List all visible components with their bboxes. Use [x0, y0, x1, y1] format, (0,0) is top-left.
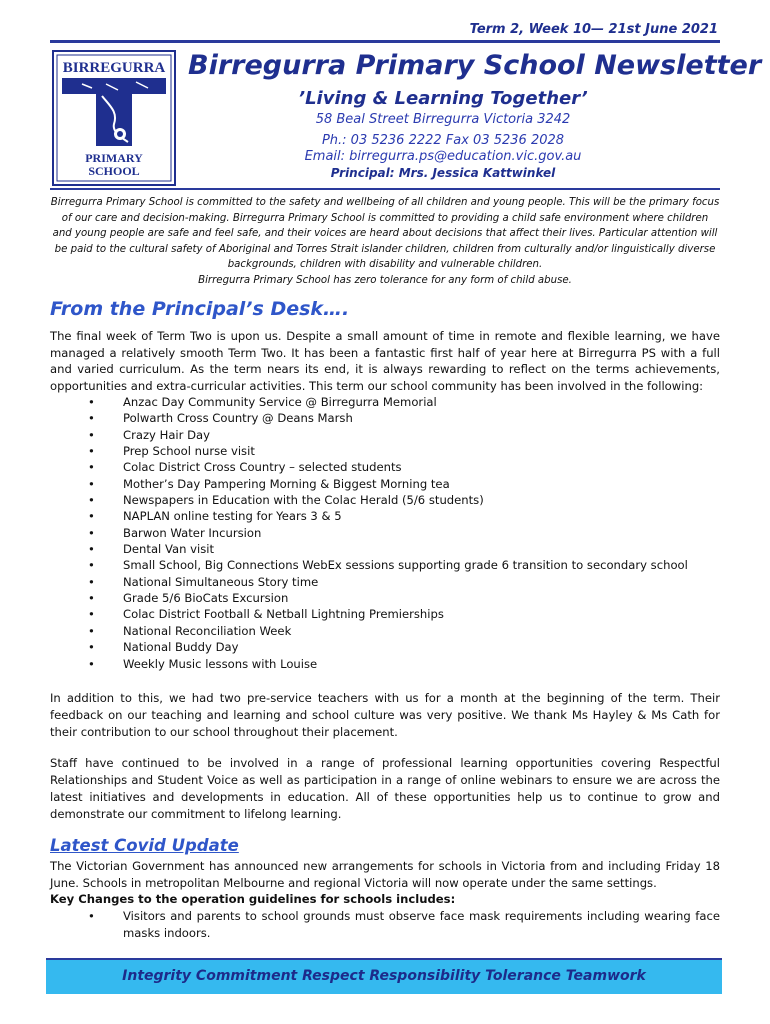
- safety-line: and young people are safe and feel safe, and their voices are heard about decisions that affect their lives. Particular attention will: [52, 228, 718, 240]
- safety-line: Birregurra Primary School has zero tolerance for any form of child abuse.: [198, 274, 572, 286]
- list-item: • Grade 5/6 BioCats Excursion: [50, 590, 720, 606]
- list-item: • National Reconciliation Week: [50, 623, 720, 639]
- school-values-text: Integrity Commitment Respect Responsibility Tolerance Teamwork: [122, 968, 646, 984]
- safety-line: backgrounds, children with disability and vulnerable children.: [227, 259, 543, 271]
- school-motto: ’Living & Learning Together’: [298, 88, 588, 109]
- covid-changes-list: [50, 908, 720, 941]
- safety-line: of our care and decision-making. Birregurra Primary School is committed to providing a child safe environment where children: [61, 212, 709, 224]
- safety-line: be paid to the cultural safety of Aboriginal and Torres Strait islander children, children from culturally and/or linguistically diverse: [54, 243, 716, 255]
- list-item: • National Buddy Day: [50, 639, 720, 655]
- logo-top-text: BIRREGURRA: [62, 60, 166, 76]
- list-item: • Small School, Big Connections WebEx sessions supporting grade 6 transition to secondary school: [50, 557, 720, 573]
- safety-line: Birregurra Primary School is committed to the safety and wellbeing of all children and young people. This will be the primary focus: [50, 197, 720, 208]
- principals-intro: The final week of Term Two is upon us. Despite a small amount of time in remote and flexible learning, we have managed a relatively smooth Term Two. It has been a fantastic first half of year here at Birregurra PS with a full and varied curriculum. As the term nears its end, it is always rewarding to reflect on the terms achievements, opportunities and extra-curricular activities. This term our school community has been involved in the following:: [50, 329, 720, 393]
- list-item: • Barwon Water Incursion: [50, 525, 720, 541]
- logo-bottom-text-2: SCHOOL: [88, 164, 140, 178]
- values-footer-bar: [46, 958, 722, 994]
- logo-bottom-text-1: PRIMARY: [85, 151, 143, 165]
- list-item: • Colac District Cross Country – selected students: [50, 459, 720, 475]
- principals-desk-heading: From the Principal’s Desk….: [50, 298, 350, 320]
- top-divider: [50, 40, 720, 43]
- child-safety-statement: [50, 195, 720, 289]
- list-item: • Dental Van visit: [50, 541, 720, 557]
- school-email: Email: birregurra.ps@education.vic.gov.au: [304, 149, 582, 164]
- newsletter-title: Birregurra Primary School Newsletter: [188, 50, 762, 81]
- school-address: 58 Beal Street Birregurra Victoria 3242: [315, 112, 571, 127]
- preservice-paragraph: In addition to this, we had two pre-service teachers with us for a month at the beginning of the term. Their feedback on our teaching and learning and school culture was very positive. We thank Ms Hayley & Ms Cath for their contribution to our school throughout their placement.: [50, 691, 720, 739]
- list-item: • Newspapers in Education with the Colac Herald (5/6 students): [50, 492, 720, 508]
- list-item: • Prep School nurse visit: [50, 443, 720, 459]
- school-logo: [52, 50, 176, 186]
- term-date: Term 2, Week 10— 21st June 2021: [469, 22, 718, 37]
- list-item: • Mother’s Day Pampering Morning & Biggest Morning tea: [50, 476, 720, 492]
- list-item: • Polwarth Cross Country @ Deans Marsh: [50, 410, 720, 426]
- staff-learning-paragraph: Staff have continued to be involved in a range of professional learning opportunities covering Respectful Relationships and Student Voice as well as participation in a range of online webinars to ensure we are across the latest initiatives and developments in education. All of these opportunities help us to continue to grow and demonstrate our commitment to lifelong learning.: [50, 756, 720, 821]
- list-item: • National Simultaneous Story time: [50, 574, 720, 590]
- principal-name: Principal: Mrs. Jessica Kattwinkel: [330, 166, 556, 180]
- list-item: • Visitors and parents to school grounds must observe face mask requirements including wearing face masks indoors.: [50, 908, 720, 941]
- covid-update-body: The Victorian Government has announced new arrangements for schools in Victoria from and including Friday 18 June. Schools in metropolitan Melbourne and regional Victoria will now operate under the same settings.: [50, 859, 720, 890]
- list-item: • Weekly Music lessons with Louise: [50, 656, 720, 672]
- covid-update-heading[interactable]: Latest Covid Update: [50, 836, 239, 855]
- header-divider: [50, 188, 720, 190]
- term-activities-list: [50, 394, 720, 672]
- list-item: • Anzac Day Community Service @ Birregurra Memorial: [50, 394, 720, 410]
- key-changes-heading: Key Changes to the operation guidelines for schools includes:: [50, 892, 456, 906]
- school-phone: Ph.: 03 5236 2222 Fax 03 5236 2028: [321, 133, 565, 148]
- list-item: • NAPLAN online testing for Years 3 & 5: [50, 508, 720, 524]
- list-item: • Colac District Football & Netball Lightning Premierships: [50, 606, 720, 622]
- list-item: • Crazy Hair Day: [50, 427, 720, 443]
